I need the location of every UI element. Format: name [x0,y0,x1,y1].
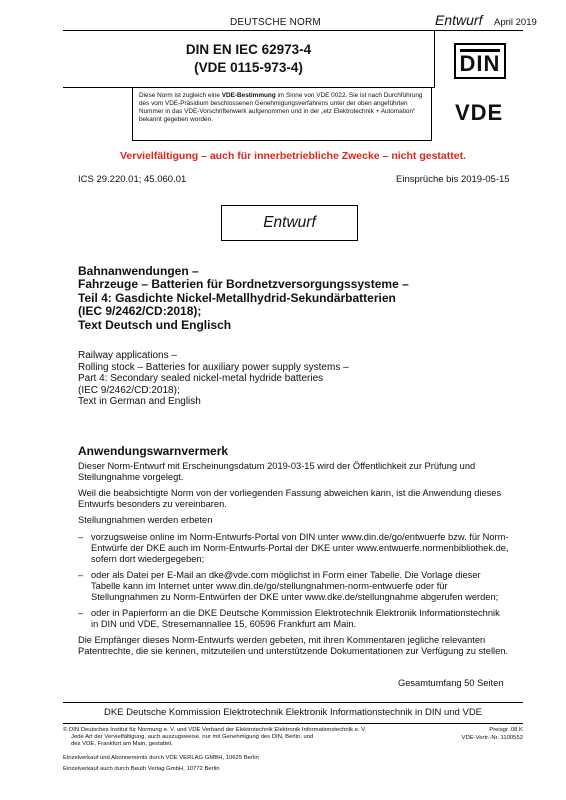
title-english-line: Text in German and English [78,396,201,408]
vde-note-post: im Sinne von VDE 0022. Sie ist nach Durchführung des vom VDE-Präsidium beschlossenen Genehmigungsverfahrens unter der oben angeführten Nummer in das VDE-Vorschriftenwerk aufgenommen und in der „etz Elektrotechnik + Automation“ bekannt gegeben worden. [139,92,423,123]
din-logo-text: DIN [459,51,501,76]
footer-sales: Einzelverkauf auch durch Beuth Verlag GmbH, 10772 Berlin [63,766,220,772]
vde-contract-number: VDE-Vertr.-Nr. 1100552 [461,735,523,741]
vde-logo: VDE [455,100,504,125]
dke-line: DKE Deutsche Kommission Elektrotechnik Elektronik Informationstechnik in DIN und VDE [103,707,483,718]
list-dash: – [78,570,84,580]
title-english [78,350,518,408]
warning-heading: Anwendungswarnvermerk [78,444,229,458]
standard-number: DIN EN IEC 62973-4 [185,42,312,57]
footer-copyright [63,727,443,749]
footer-line: Jede Art der Vervielfältigung, auch auszugsweise, nur mit Genehmigung des DIN, Berlin, und [71,734,314,741]
document-type: DEUTSCHE NORM [230,17,321,28]
list-dash: – [78,608,84,618]
objection-deadline: Einsprüche bis 2019-05-15 [396,174,510,185]
ics-codes: ICS 29.220.01; 45.060.01 [78,174,187,185]
title-german-line: Text Deutsch und Englisch [78,317,232,332]
title-german [78,265,518,332]
vde-note [132,88,432,141]
warning-paragraph: Dieser Norm-Entwurf mit Erscheinungsdatum 2019-03-15 wird der Öffentlichkeit zur Prüfung und Stellungnahme vorgelegt. [78,461,476,482]
warning-paragraph: Weil die beabsichtigte Norm von der vorliegenden Fassung abweichen kann, ist die Anwendung dieses Entwurfs besonders zu vereinbaren. [78,488,502,509]
list-dash: – [78,532,84,542]
title-german-line: Teil 4: Gasdichte Nickel-Metallhydrid-Sekundärbatterien [78,290,396,305]
title-english-line: Part 4: Secondary sealed nickel-metal hydride batteries [78,373,324,385]
reproduction-notice: Vervielfältigung – auch für innerbetriebliche Zwecke – nicht gestattet. [119,150,466,162]
issue-date: April 2019 [494,17,537,28]
list-item [78,570,510,604]
list-item [78,608,510,632]
total-pages: Gesamtumfang 50 Seiten [398,678,504,688]
din-logo [454,43,506,79]
title-german-line: Fahrzeuge – Batterien für Bordnetzversorgungssysteme – [78,277,409,292]
list-item-text: oder in Papierform an die DKE Deutsche Kommission Elektrotechnik Elektronik Informationstechnik in DIN und VDE, Stresemannallee 15, 60596 Frankfurt am Main. [91,608,500,629]
standard-number-block [63,31,435,88]
title-english-line: Rolling stock – Batteries for auxiliary power supply systems – [78,361,349,373]
vde-number: (VDE 0115-973-4) [194,60,303,75]
price-group: Preisgr. 08 K [489,727,523,733]
draft-label: Entwurf [435,12,483,28]
title-german-line: Bahnanwendungen – [78,264,199,278]
middle-rule [63,702,523,703]
title-english-line: (IEC 9/2462/CD:2018); [78,384,180,396]
footer-sales: Einzelverkauf und Abonnements durch VDE VERLAG GMBH, 10625 Berlin [63,755,259,761]
title-english-line: Railway applications – [78,350,177,361]
draft-box: Entwurf [221,205,358,241]
warning-paragraph: Stellungnahmen werden erbeten [78,515,213,525]
bottom-rule [63,723,523,724]
vde-note-bold: VDE-Bestimmung [221,92,276,99]
list-item-text: vorzugsweise online im Norm-Entwurfs-Portal von DIN unter www.din.de/go/entwuerfe bzw. für Norm-Entwürfe der DKE auch im Norm-Entwurfs-Portal der DKE unter www.entwuerfe.normenbibliothek.de, sofern dort wiedergegeben; [91,532,509,564]
list-item-text: oder als Datei per E-Mail an dke@vde.com möglichst in Form einer Tabelle. Die Vorlage dieser Tabelle kann im Internet unter www.din.de/go/stellungnahmen-norm-entwuerfe oder für Stellungnahmen zu Norm-Entwürfen der DKE unter www.dke.de/stellungnahme abgerufen werden; [91,570,499,602]
footer-line: des VDE, Frankfurt am Main, gestattet. [71,741,173,748]
footer-line: © DIN Deutsches Institut für Normung e. V. und VDE Verband der Elektrotechnik Elektronik Informationstechnik e. V. [63,727,367,733]
vde-note-pre: Diese Norm ist zugleich eine [139,92,222,99]
title-german-line: (IEC 9/2462/CD:2018); [78,304,202,319]
list-item [78,532,510,566]
warning-paragraph: Die Empfänger dieses Norm-Entwurfs werden gebeten, mit ihren Kommentaren jegliche relevanten Patentrechte, die sie kennen, mitzuteilen und unterstützende Dokumentationen zur Verfügung zu stellen. [78,635,508,656]
